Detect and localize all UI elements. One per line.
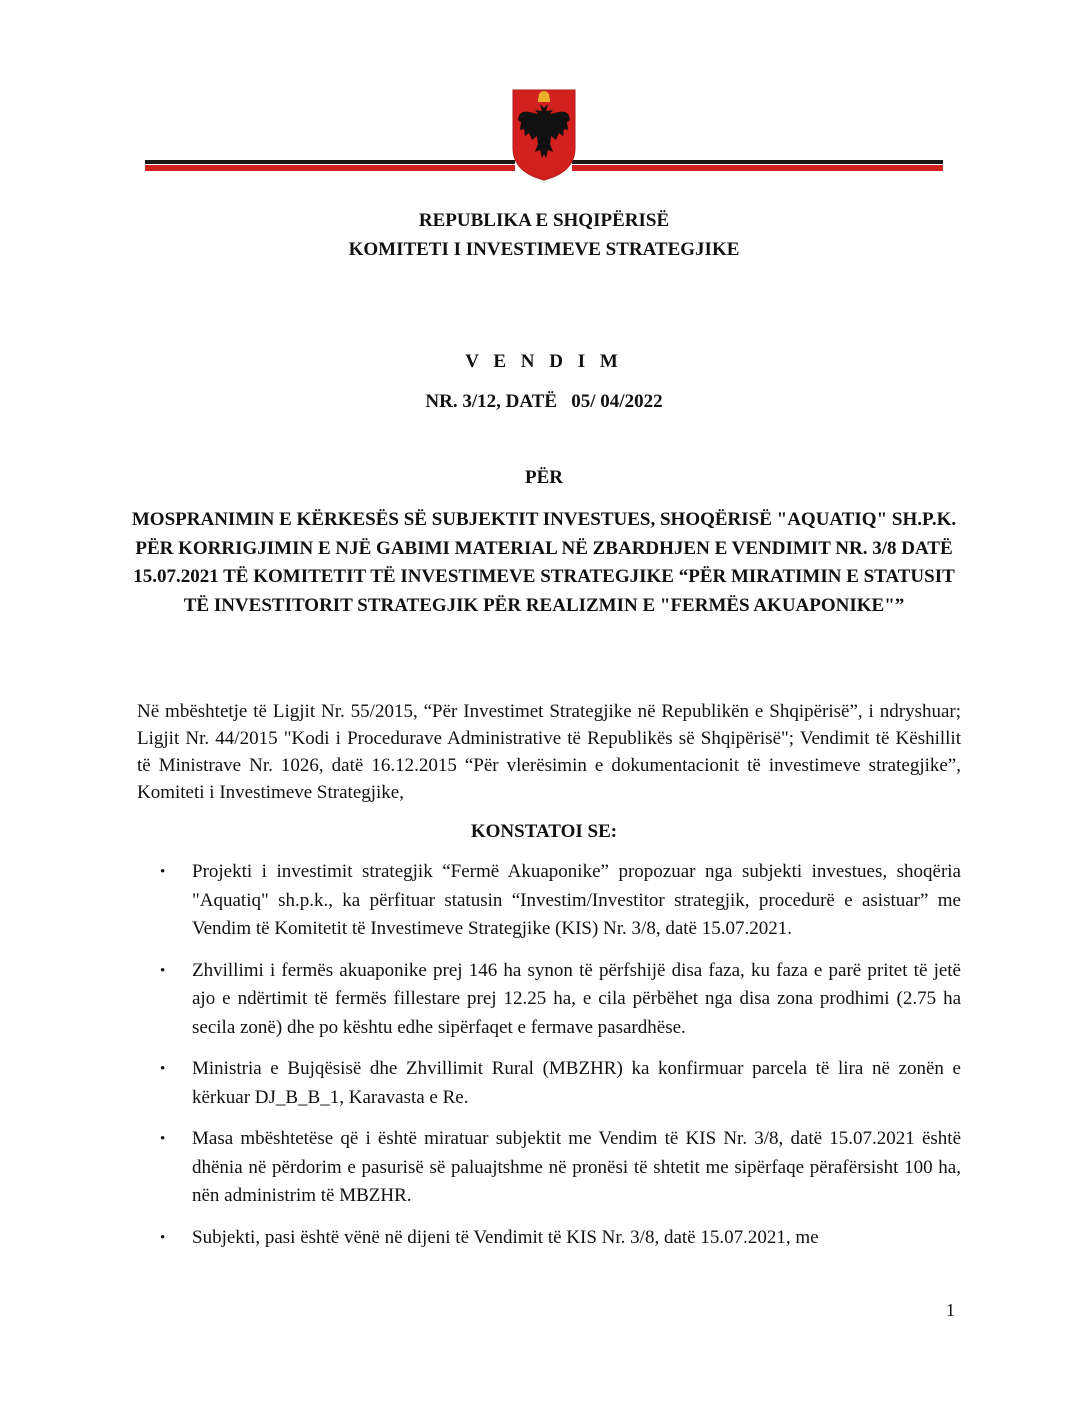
konstatoi-heading: KONSTATOI SE: bbox=[470, 821, 618, 842]
header-titles bbox=[0, 206, 1088, 264]
decision-per: PËR bbox=[525, 467, 563, 488]
republic-title: REPUBLIKA E SHQIPËRISË bbox=[418, 210, 670, 231]
bullet-icon: • bbox=[160, 962, 166, 979]
list-item: • Zhvillimi i fermës akuaponike prej 146 ha synon të përfshijë disa faza, ku faza e parë pritet të jetë ajo e ndërtimit të fermës fillestare prej 12.25 ha, e cila përbëhet nga disa zona prodhimi (2.75 ha secila zonë) dhe po kështu edhe sipërfaqet e fermave pasardhëse. bbox=[137, 957, 961, 1043]
page-number: 1 bbox=[946, 1300, 955, 1320]
albania-coat-of-arms-icon bbox=[511, 86, 577, 182]
list-item: • Ministria e Bujqësisë dhe Zhvillimit Rural (MBZHR) ka konfirmuar parcela të lira në zonën e kërkuar DJ_B_B_1, Karavasta e Re. bbox=[137, 1055, 961, 1112]
header-band-left bbox=[145, 160, 515, 172]
list-item: • Masa mbështetëse që i është miratuar subjektit me Vendim të KIS Nr. 3/8, datë 15.07.2021 është dhënia në përdorim e pasurisë së paluajtshme në pronësi të shtetit me sipërfaqe përafërsisht 100 ha, nën administrim të MBZHR. bbox=[137, 1125, 961, 1211]
decision-number: NR. 3/12, DATË 05/ 04/2022 bbox=[425, 391, 663, 412]
bullet-icon: • bbox=[160, 864, 166, 880]
bullet-icon: • bbox=[160, 1131, 166, 1147]
list-item: • Subjekti, pasi është vënë në dijeni të Vendimit të KIS Nr. 3/8, datë 15.07.2021, me bbox=[137, 1224, 961, 1253]
bullet-icon: • bbox=[160, 1229, 166, 1246]
decision-subject: MOSPRANIMIN E KËRKESËS SË SUBJEKTIT INVESTUES, SHOQËRISË "AQUATIQ" SH.P.K. PËR KORRIGJIMIN E NJË GABIMI MATERIAL NË ZBARDHJEN E VENDIMIT NR. 3/8 DATË 15.07.2021 TË KOMITETIT TË INVESTIMEVE STRATEGJIKE “PËR MIRATIMIN E STATUSIT TË INVESTITORIT STRATEGJIK PËR REALIZMIN E "FERMËS AKUAPONIKE"” bbox=[131, 509, 957, 616]
findings-list bbox=[137, 858, 961, 1265]
header-band-right bbox=[572, 160, 943, 172]
bullet-icon: • bbox=[160, 1061, 166, 1077]
intro-paragraph: Në mbështetje të Ligjit Nr. 55/2015, “Për Investimet Strategjike në Republikën e Shqipërisë”, i ndryshuar; Ligjit Nr. 44/2015 "Kodi i Procedurave Administrative të Republikës së Shqipërisë"; Vendimit të Këshillit të Ministrave Nr. 1026, datë 16.12.2015 “Për vlerësimin e dokumentacionit të investimeve strategjike”, Komiteti i Investimeve Strategjike, bbox=[137, 701, 961, 803]
committee-title: KOMITETI I INVESTIMEVE STRATEGJIKE bbox=[348, 239, 740, 260]
decision-title: V E N D I M bbox=[465, 351, 623, 372]
list-item: • Projekti i investimit strategjik “Fermë Akuaponike” propozuar nga subjekti investues, shoqëria "Aquatiq" sh.p.k., ka përfituar statusin “Investim/Investitor strategjik, procedurë e asistuar” me Vendim të Komitetit të Investimeve Strategjike (KIS) Nr. 3/8, datë 15.07.2021. bbox=[137, 858, 961, 944]
